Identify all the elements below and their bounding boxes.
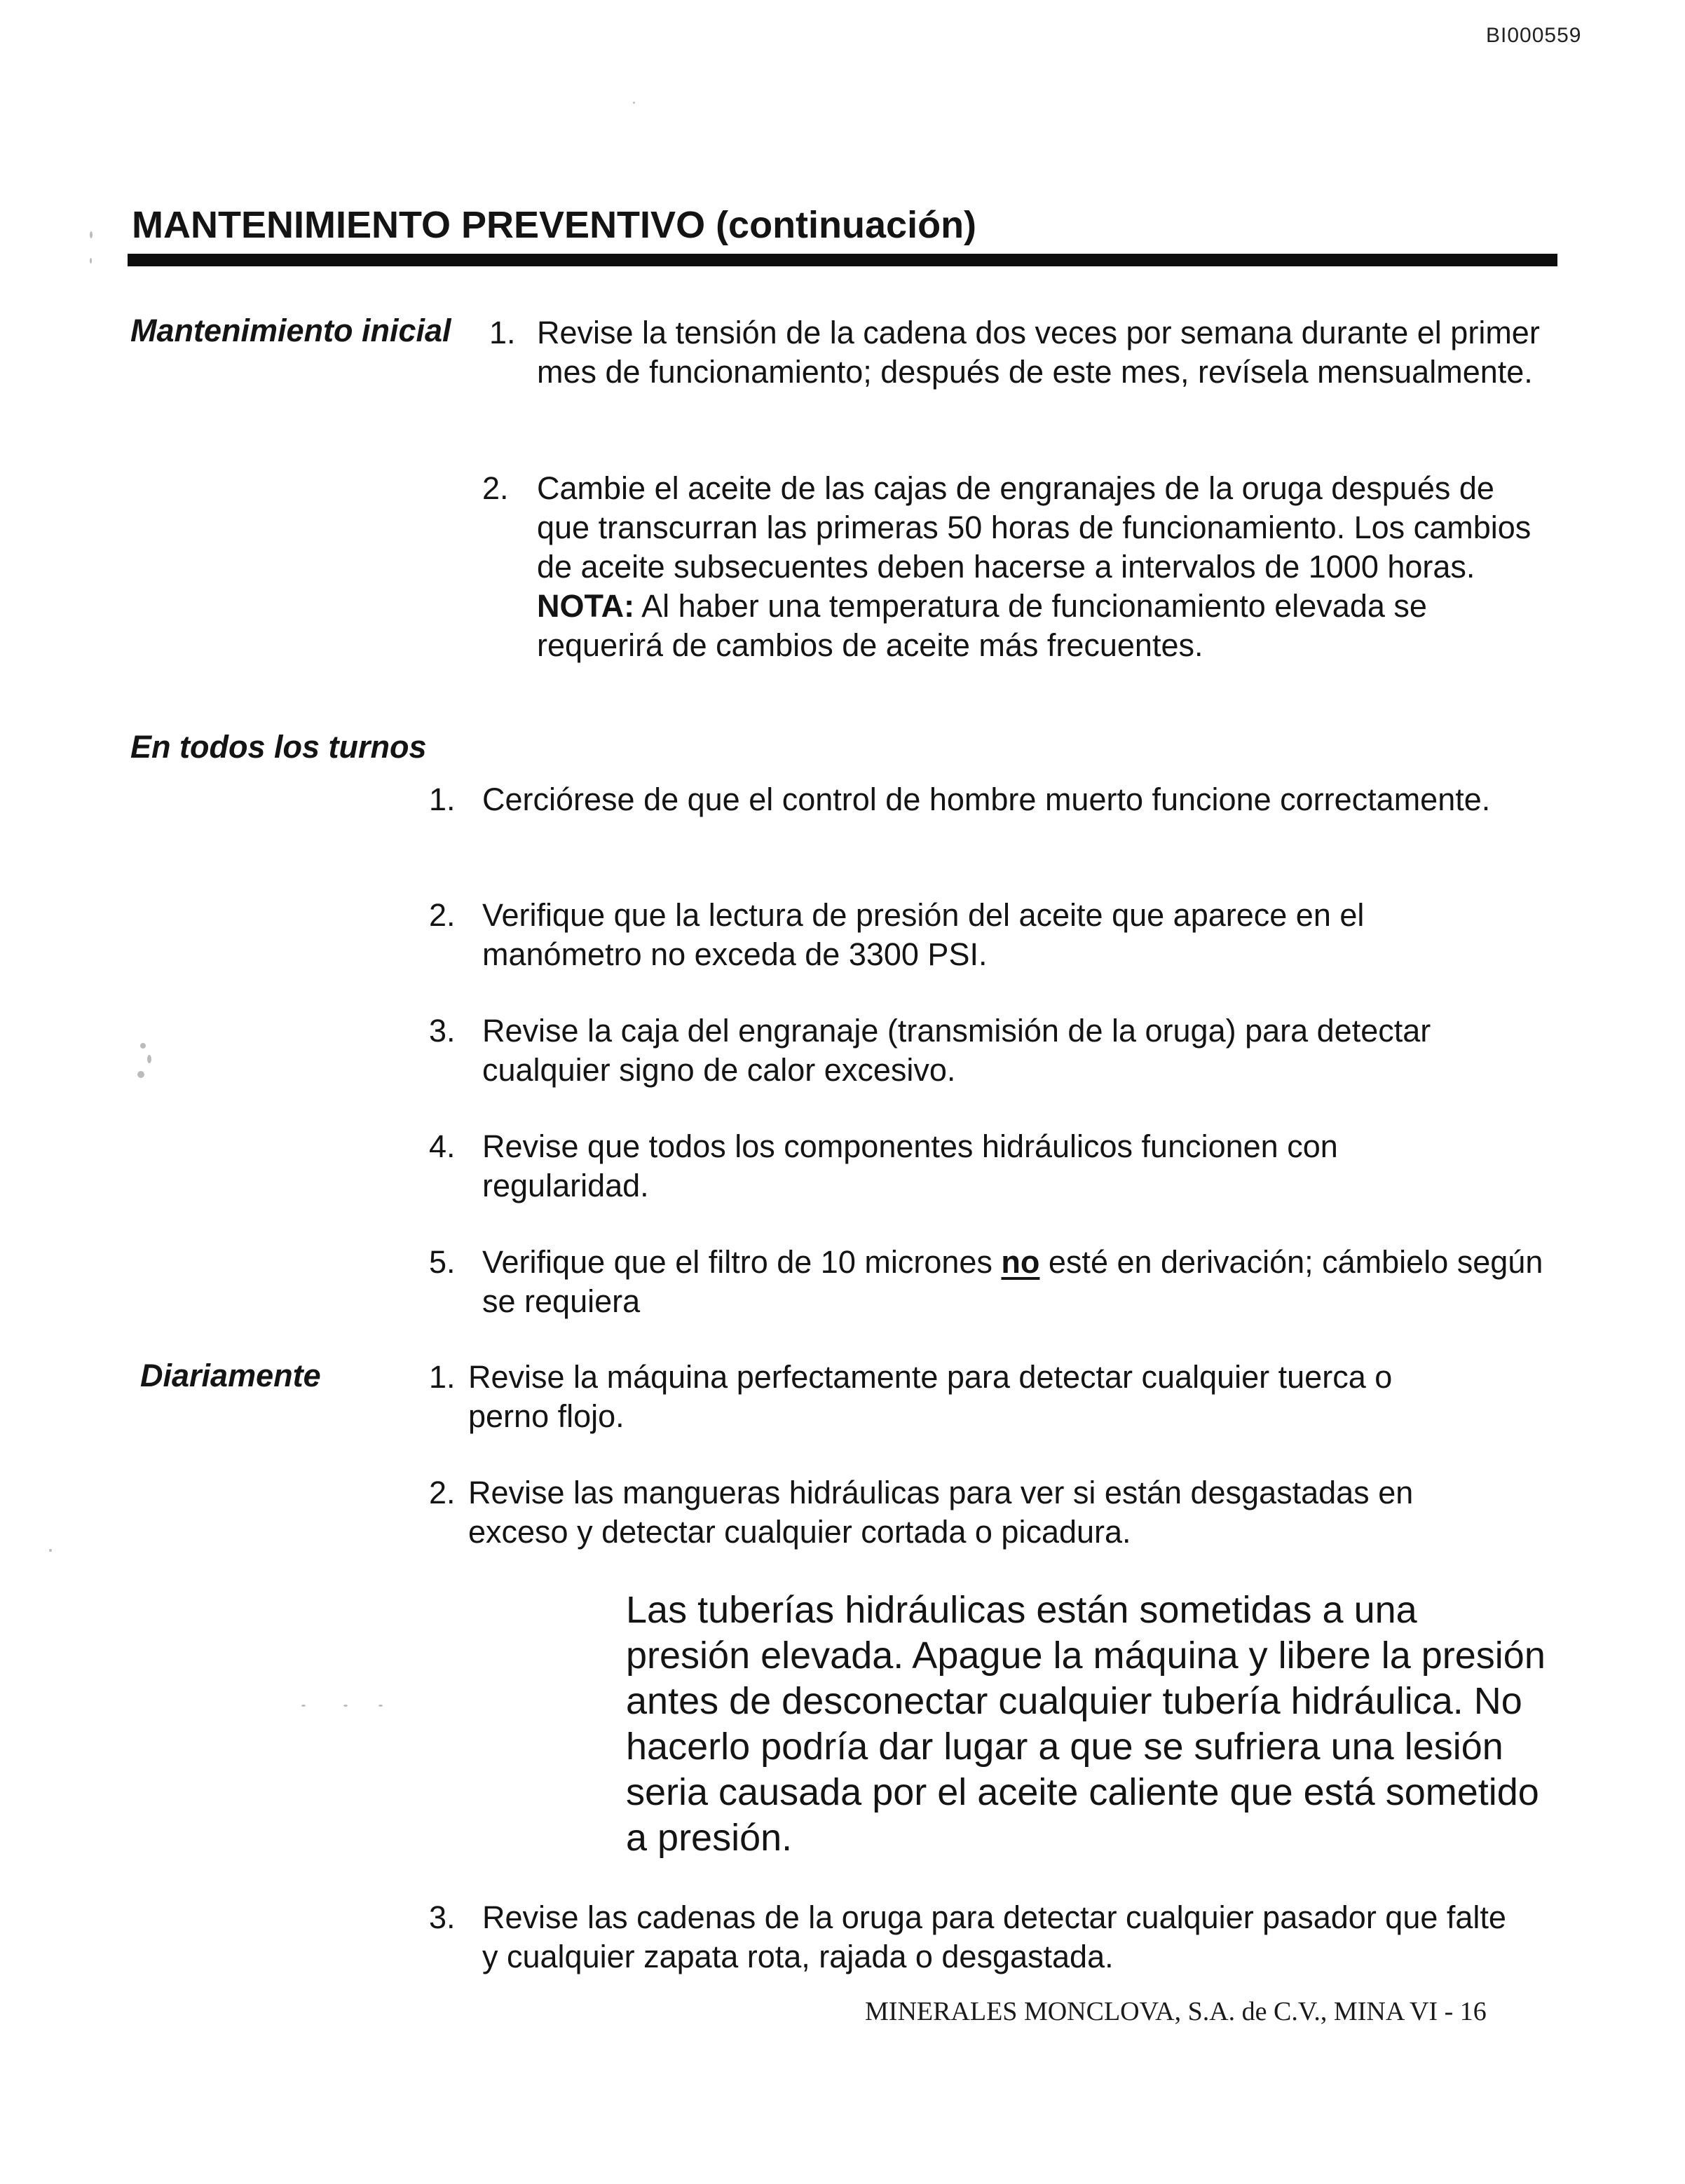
item-text-before: Verifique que el filtro de 10 micrones [482,1244,1002,1280]
item-text: Verifique que la lectura de presión del aceite que aparece en el manómetro no exceda de 3300 PSI. [482,897,1365,972]
item-number: 2. [429,897,456,933]
item-number: 1. [489,315,516,350]
scan-speck [137,1071,144,1078]
section-label-diariamente: Diariamente [140,1358,321,1393]
scan-speck [343,1705,348,1707]
scan-speck [90,231,93,238]
item-number: 3. [429,1013,456,1049]
list-item [429,780,1520,819]
list-item [429,1898,1520,1977]
list-item [429,1011,1513,1090]
list-item [429,1127,1478,1206]
item-number: 1. [429,1359,456,1395]
item-text: Revise la tensión de la cadena dos veces por semana durante el primer mes de funcionamiento; después de este mes, revísela mensualmente. [537,315,1540,390]
list-item [429,1358,1478,1436]
item-number: 3. [429,1899,456,1935]
page-title: MANTENIMIENTO PREVENTIVO (continuación) [132,204,977,246]
scan-speck [147,1055,151,1063]
section-label-mantenimiento-inicial: Mantenimiento inicial [130,313,451,348]
item-number: 2. [482,470,509,506]
item-text: Revise las cadenas de la oruga para detectar cualquier pasador que falte y cualquier zapata rota, rajada o desgastada. [482,1899,1506,1974]
list-item [482,469,1546,665]
title-rule [128,254,1557,266]
item-number: 1. [429,782,456,817]
list-item [489,313,1546,392]
list-item [429,1243,1548,1321]
item-text: Cerciórese de que el control de hombre muerto funcione correctamente. [482,782,1491,817]
page-footer: MINERALES MONCLOVA, S.A. de C.V., MINA VI - 16 [865,1997,1487,2026]
item-text: Revise que todos los componentes hidráulicos funcionen con regularidad. [482,1128,1338,1203]
section-label-en-todos-los-turnos: En todos los turnos [130,729,427,765]
scan-speck [49,1549,52,1552]
scan-speck [301,1705,306,1707]
item-text: Revise la caja del engranaje (transmisión de la oruga) para detectar cualquier signo de calor excesivo. [482,1013,1431,1088]
list-item [429,896,1478,974]
scan-speck [140,1043,146,1049]
note-text: Al haber una temperatura de funcionamiento elevada se requerirá de cambios de aceite más frecuentes. [537,588,1427,663]
list-item [429,1473,1499,1552]
scan-speck [90,258,92,264]
item-number: 5. [429,1244,456,1280]
note-label: NOTA: [537,588,635,624]
item-text: Revise las mangueras hidráulicas para ver si están desgastadas en exceso y detectar cualquier cortada o picadura. [468,1475,1414,1550]
scan-speck [633,102,635,104]
hydraulic-pressure-warning: Las tuberías hidráulicas están sometidas a una presión elevada. Apague la máquina y libere la presión antes de desconectar cualquier tubería hidráulica. No hacerlo podría dar lugar a que se sufriera una lesión seria causada por el aceite caliente que está sometido a presión. [626,1589,1546,1859]
emphasis-no: no [1001,1244,1040,1280]
item-text: Revise la máquina perfectamente para detectar cualquier tuerca o perno flojo. [468,1359,1393,1434]
item-number: 4. [429,1128,456,1164]
item-number: 2. [429,1475,456,1510]
document-id: BI000559 [1486,24,1582,47]
item-text-after: esté en derivación; cámbielo según se requiera [482,1244,1543,1319]
scan-speck [378,1705,383,1707]
item-text: Cambie el aceite de las cajas de engranajes de la oruga después de que transcurran las primeras 50 horas de funcionamiento. Los cambios de aceite subsecuentes deben hacerse a intervalos de 1000 horas. [537,470,1531,585]
